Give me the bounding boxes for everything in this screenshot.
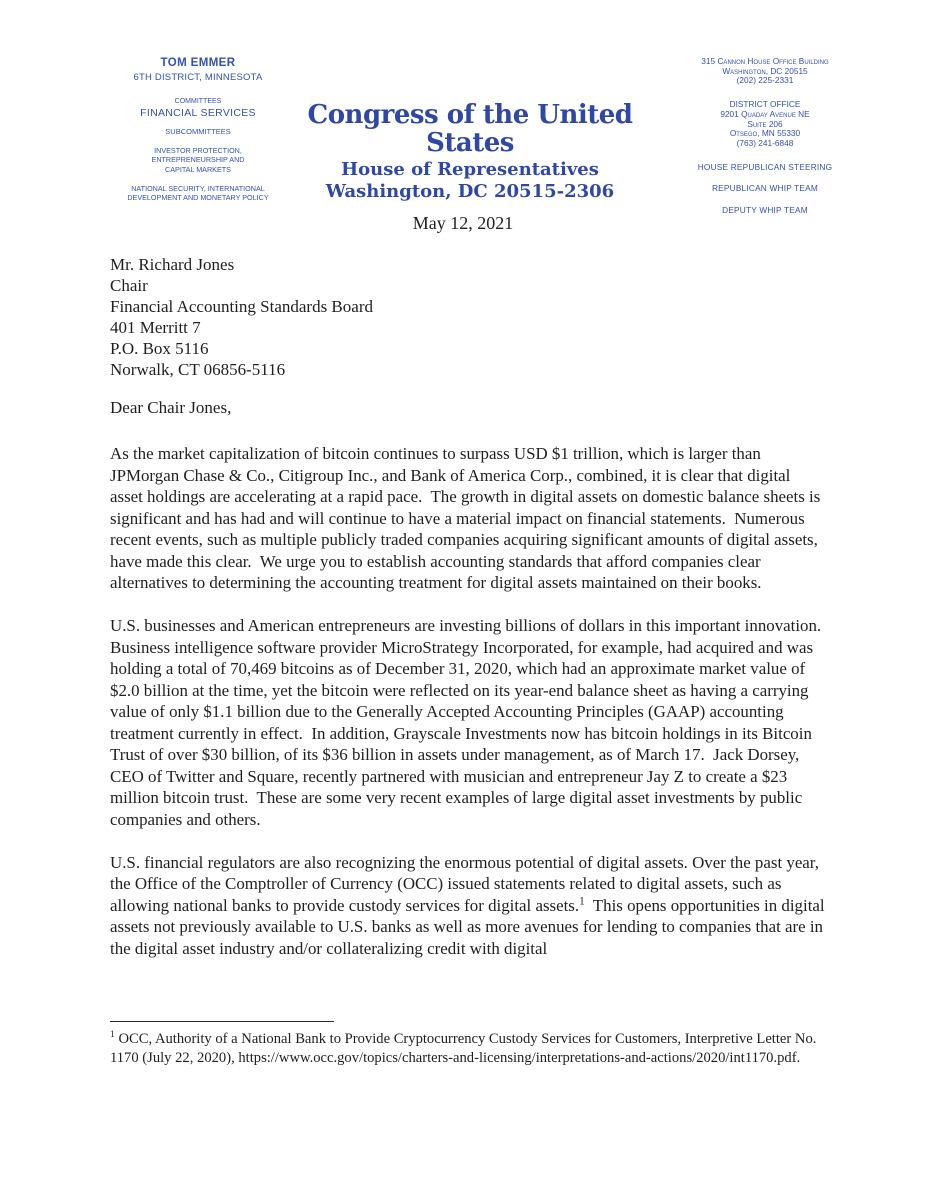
footnote-number: 1 [110,1029,115,1041]
dc-office-address-line: 315 Cannon House Office Building [701,56,829,66]
salutation: Dear Chair Jones, [110,398,232,417]
congress-title: Congress of the United States [307,100,633,158]
subcommittee-2 [100,184,296,203]
body-paragraph-3-continued: This opens opportunities in digital assets not previously available to U.S. banks as well as more avenues for lending to companies that are in the digital asset industry and/or collateralizing credit with digital [110,895,829,958]
body-paragraph-1: As the market capitalization of bitcoin continues to surpass USD $1 trillion, which is larger than JPMorgan Chase & Co., Citigroup Inc., and Bank of America Corp., combined, it is clear that digital asset holdings are accelerating at a rapid pace. The growth in digital assets on domestic balance sheets is significant and has had and will continue to have a material impact on financial statements. Numerous recent events, such as multiple publicly traded companies acquiring significant amounts of digital assets, have made this clear. We urge you to establish accounting standards that afford companies clear alternatives to determining the accounting treatment for digital assets maintained on their books. [110,444,825,592]
letter-date: May 12, 2021 [412,213,514,233]
body-paragraph-3 [110,852,829,960]
subcommittee-2-line: DEVELOPMENT AND MONETARY POLICY [127,193,269,203]
recipient-address-line: Norwalk, CT 06856-5116 [110,360,286,379]
district-office-address-line: Suite 206 [747,118,783,129]
dc-office-address-line: Washington, DC 20515 [722,65,808,76]
district-office-address-line: 9201 Quaday Avenue NE [720,108,810,119]
caucus-role: REPUBLICAN WHIP TEAM [711,183,819,194]
subcommittee-2-line: NATIONAL SECURITY, INTERNATIONAL [131,183,265,193]
footnote-reference-marker: 1 [579,894,585,907]
letterhead-center [293,101,647,202]
subcommittee-1 [100,146,296,174]
recipient-organization: Financial Accounting Standards Board [110,297,373,316]
member-name: TOM EMMER [160,57,236,69]
washington-subtitle: Washington, DC 20515-2306 [325,181,615,202]
district-office-label: DISTRICT OFFICE [729,99,801,110]
member-district: 6TH DISTRICT, MINNESOTA [133,72,263,83]
caucus-role: DEPUTY WHIP TEAM [722,205,808,216]
district-office-phone: (763) 241-6848 [736,137,794,148]
committees-label: COMMITTEES [174,98,222,105]
house-subtitle: House of Representatives [341,159,599,180]
recipient-address-line: 401 Merritt 7 [110,318,201,337]
footnote-separator-rule [110,1021,334,1022]
letterhead-left [100,57,296,202]
letter-body [110,443,829,981]
subcommittee-1-line: CAPITAL MARKETS [165,164,231,174]
footnote-text [110,1030,834,1067]
recipient-title: Chair [110,276,148,295]
subcommittee-1-line: INVESTOR PROTECTION, [154,146,242,155]
body-paragraph-2: U.S. businesses and American entrepreneurs are investing billions of dollars in this important innovation. Business intelligence software provider MicroStrategy Incorporated, for example, had acquired and was holding a total of 70,469 bitcoins as of December 31, 2020, which had an approximate market value of $2.0 billion at the time, yet the bitcoin were reflected on its year-end balance sheet as having a carrying value of only $1.1 billion due to the Generally Accepted Accounting Principles (GAAP) accounting treatment currently in effect. In addition, Grayscale Investments now has bitcoin holdings in its Bitcoin Trust of over $30 billion, of its $36 billion in assets under management, as of March 17. Jack Dorsey, CEO of Twitter and Square, recently partnered with musician and entrepreneur Jay Z to create a $23 million bitcoin trust. These are some very recent examples of large digital asset investments by public companies and others. [110,616,826,829]
dc-office-phone: (202) 225-2331 [736,75,794,86]
body-paragraph-3-text: U.S. financial regulators are also recognizing the enormous potential of digital assets. Over the past year, the Office of the Comptroller of Currency (OCC) issued statements related to digital assets, such as allowing national banks to provide custody services for digital assets. [110,852,824,915]
footnote-section [110,1021,834,1067]
committee-name: FINANCIAL SERVICES [140,107,256,119]
footnote-citation: OCC, Authority of a National Bank to Provide Cryptocurrency Custody Services for Customers, Interpretive Letter No. 1170 (July 22, 2020), https://www.occ.gov/topics/charters-and-licensing/interpretations-and-actions/2020/int1170.pdf. [110,1031,821,1066]
recipient-address-block [110,254,373,380]
subcommittee-1-line: ENTREPRENEURSHIP AND [151,155,245,165]
letterhead-right [658,57,872,216]
subcommittees-label: SUBCOMMITTEES [165,127,231,136]
recipient-name: Mr. Richard Jones [110,255,235,274]
caucus-role: HOUSE REPUBLICAN STEERING [697,161,833,172]
district-office-address-line: Otsego, MN 55330 [729,128,801,139]
recipient-address-line: P.O. Box 5116 [110,339,209,358]
